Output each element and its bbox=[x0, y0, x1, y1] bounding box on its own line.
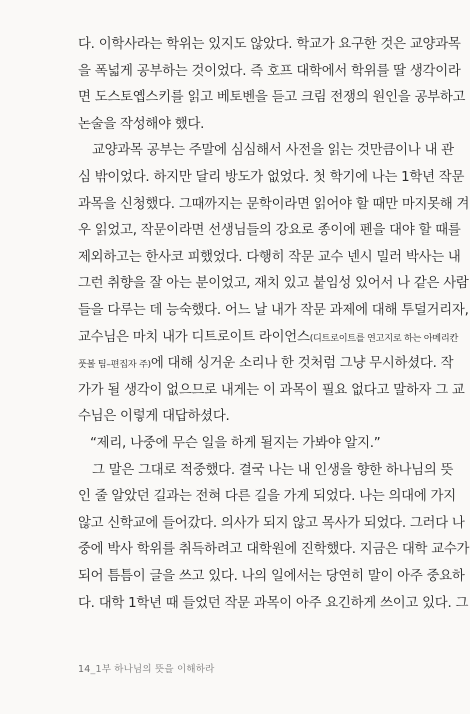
footer-separator: _ bbox=[90, 664, 96, 675]
text-line-with-note bbox=[78, 329, 459, 347]
section-title: 1부 하나님의 뜻을 이해하라 bbox=[95, 664, 215, 675]
editor-note: (디트로이트를 연고지로 하는 아메리칸 bbox=[309, 332, 459, 344]
text-line: 그 말은 그대로 적중했다. 결국 나는 내 인생을 향한 하나님의 뜻 bbox=[92, 462, 454, 478]
text-line: 들을 다루는 데 능숙했다. 어느 날 내가 작문 과제에 대해 투덜거리자, bbox=[78, 303, 469, 318]
text-line-with-note bbox=[78, 355, 454, 373]
text-line: 다. 대학 1학년 때 들었던 작문 과목이 아주 요긴하게 쓰이고 있다. 그 bbox=[78, 595, 469, 611]
quote-line: “제리, 나중에 무슨 일을 하게 될지는 가봐야 알지.” bbox=[90, 436, 381, 451]
text-line: 가가 될 생각이 없으므로 내게는 이 과목이 필요 없다고 말하자 그 교 bbox=[78, 382, 465, 398]
text-line: 논술을 작성해야 했다. bbox=[78, 116, 205, 132]
text-line: 심 밖이었다. 하지만 달리 방도가 없었다. 첫 학기에 나는 1학년 작문 bbox=[78, 170, 465, 185]
text-line: 다. 이학사라는 학위는 있지도 않았다. 학교가 요구한 것은 교양과목 bbox=[78, 37, 461, 52]
text-line: 교양과목 공부는 주말에 심심해서 사전을 읽는 것만큼이나 내 관 bbox=[92, 143, 454, 159]
text-line: 제외하고는 한사코 피했었다. 다행히 작문 교수 넨시 밀러 박사는 내 bbox=[78, 249, 461, 265]
page-footer bbox=[78, 661, 215, 675]
text-segment: 교수님은 마치 내가 디트로이트 라이언스 bbox=[78, 329, 310, 345]
text-line: 않고 신학교에 들어갔다. 의사가 되지 않고 목사가 되었다. 그러다 나 bbox=[78, 515, 465, 531]
text-line: 되어 틈틈이 글을 쓰고 있다. 나의 일에서는 당연히 말이 아주 중요하 bbox=[78, 569, 465, 584]
text-line: 수님은 이렇게 대답하셨다. bbox=[78, 409, 230, 425]
page-number: 14 bbox=[78, 664, 91, 675]
text-line: 인 줄 알았던 길과는 전혀 다른 길을 가게 되었다. 나는 의대에 가지 bbox=[78, 489, 456, 505]
text-line: 중에 박사 학위를 취득하려고 대학원에 진학했다. 지금은 대학 교수가 bbox=[78, 542, 470, 558]
text-line: 그런 취향을 잘 아는 분이었고, 재치 있고 붙임성 있어서 나 같은 사람 bbox=[78, 276, 469, 292]
text-line: 과목을 신청했다. 그때까지는 문학이라면 읽어야 할 때만 마지못해 겨 bbox=[78, 196, 470, 212]
text-line: 면 도스토옙스키를 읽고 베토벤을 듣고 크림 전쟁의 원인을 공부하고 bbox=[78, 90, 466, 106]
text-line: 을 폭넓게 공부하는 것이었다. 즉 호프 대학에서 학위를 딸 생각이라 bbox=[78, 63, 461, 79]
text-segment: 에 대해 싱거운 소리나 한 것처럼 그냥 무시하셨다. 작 bbox=[150, 356, 454, 372]
text-line: 우 읽었고, 작문이라면 선생님들의 강요로 종이에 펜을 대야 할 때를 bbox=[78, 223, 461, 239]
editor-note: 풋볼 팀–편집자 주) bbox=[78, 359, 151, 371]
